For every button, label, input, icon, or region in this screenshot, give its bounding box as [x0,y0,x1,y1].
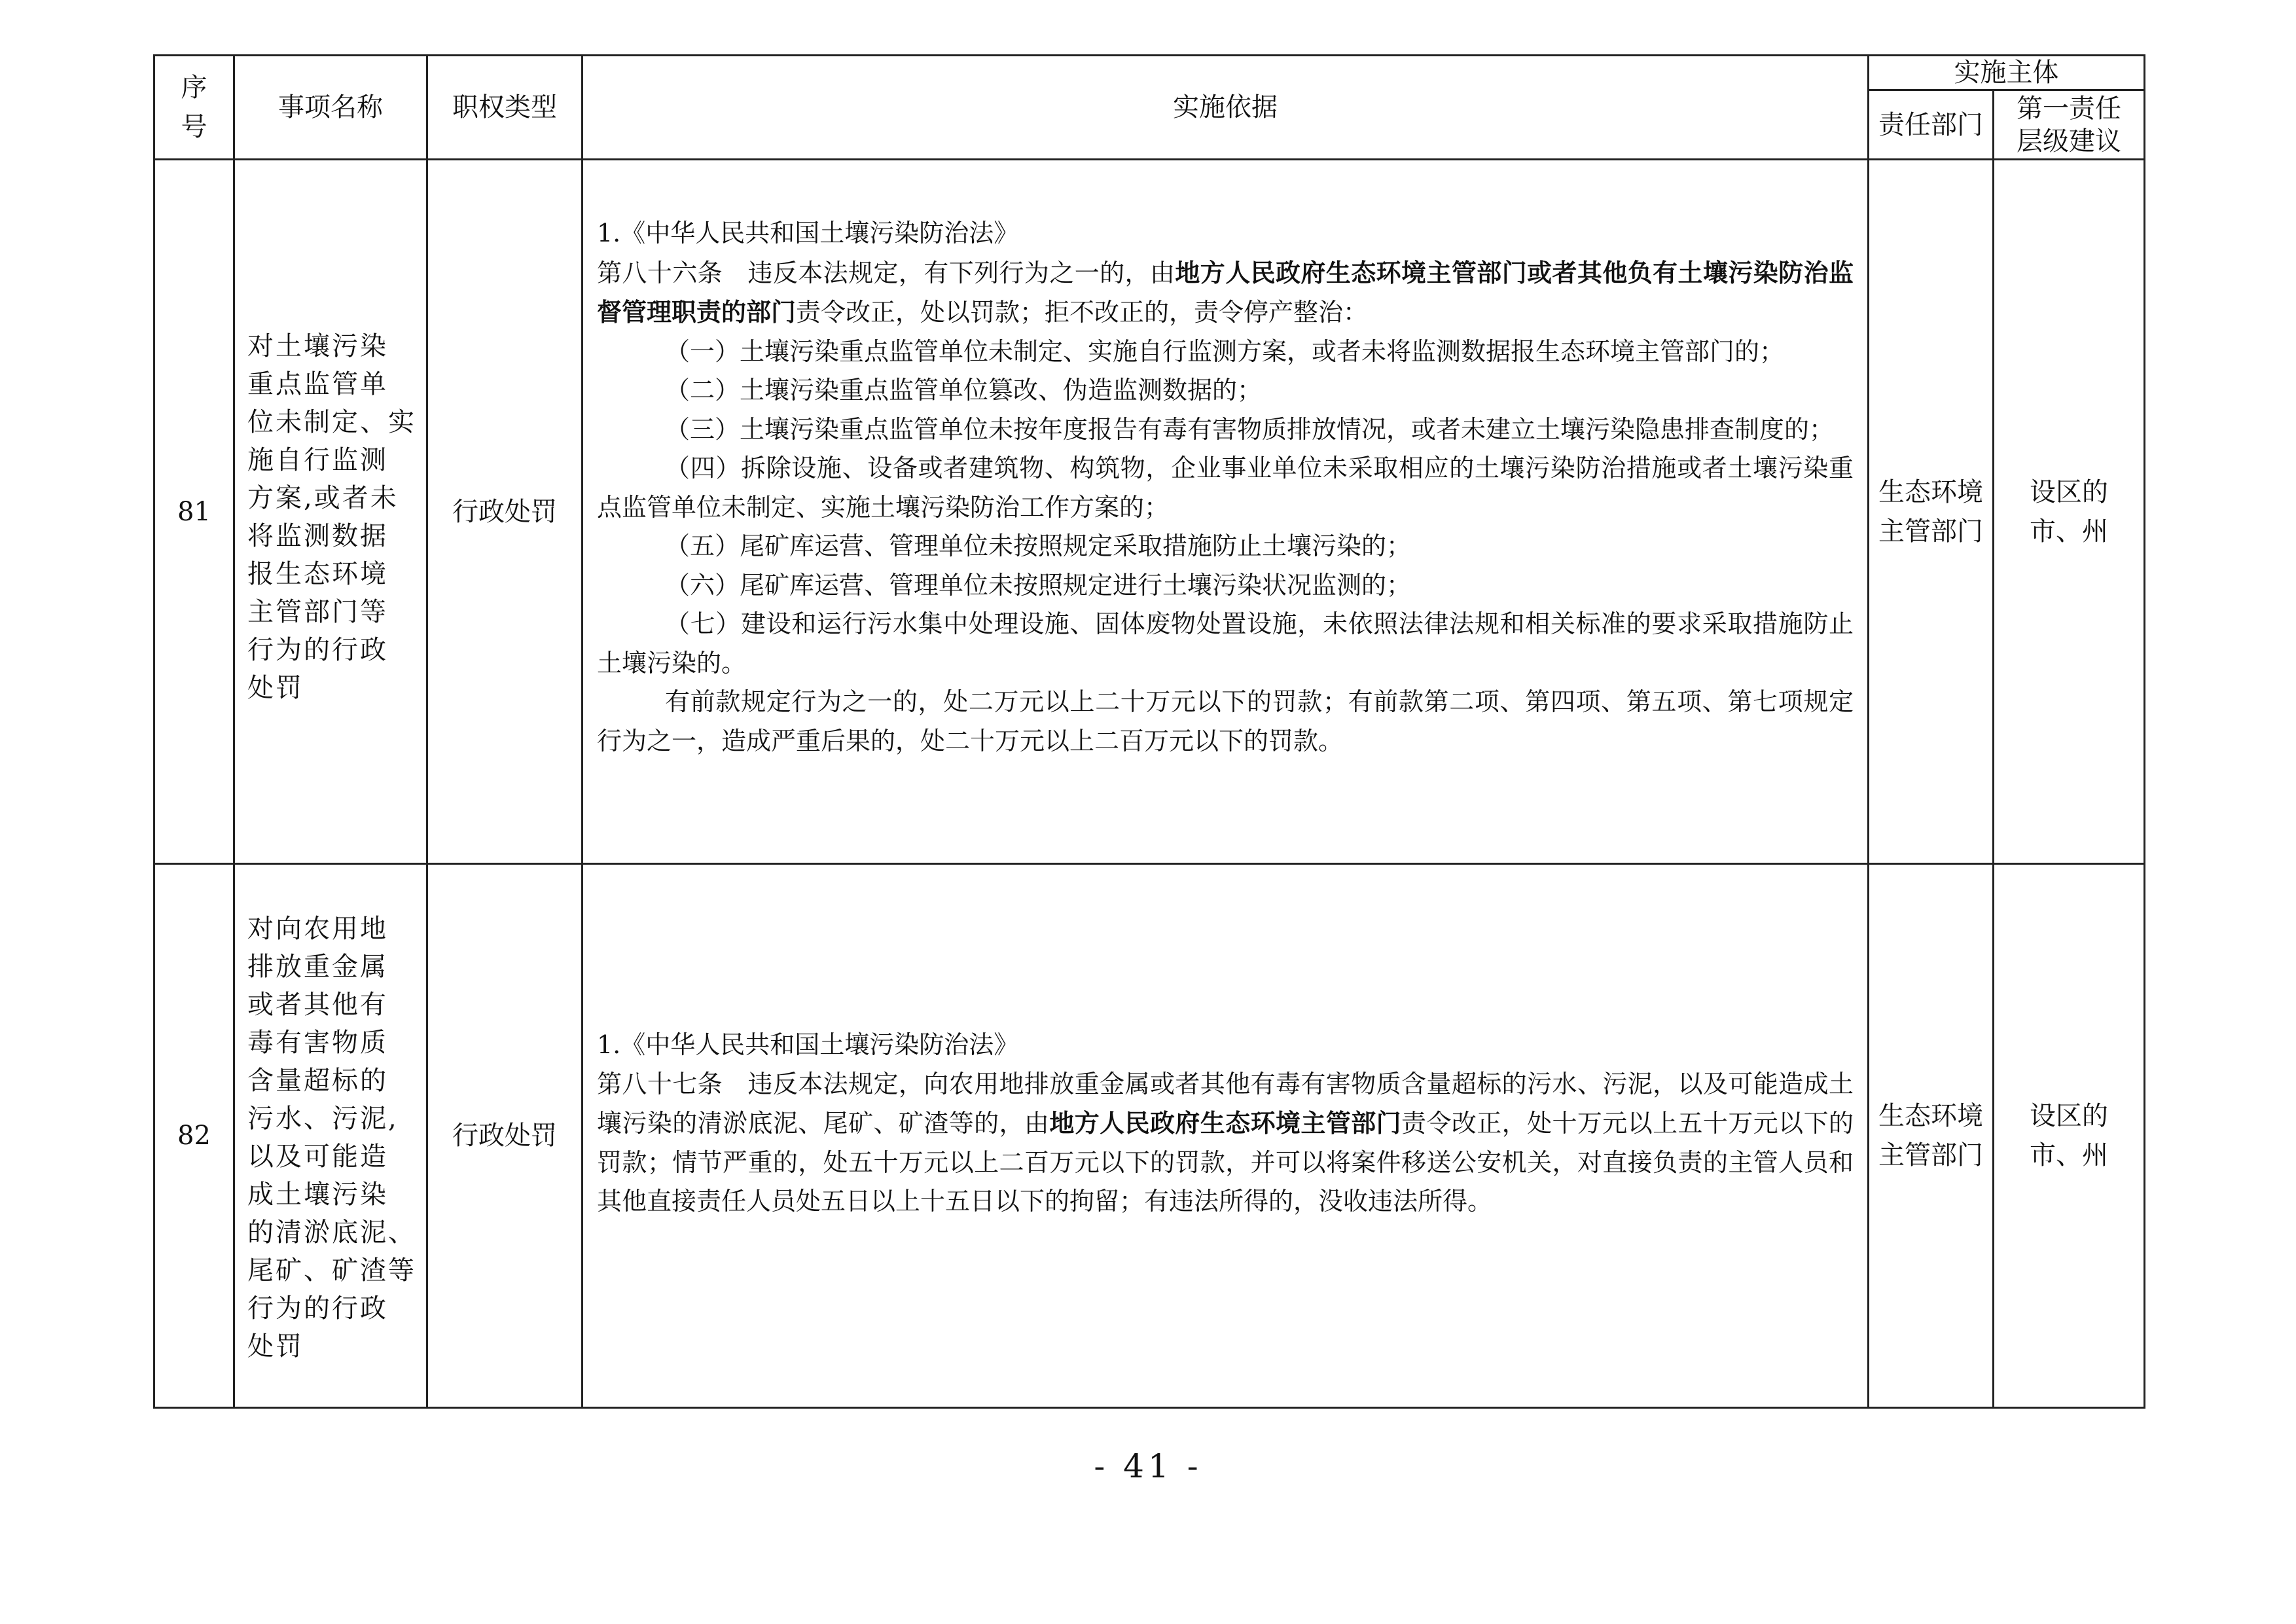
row-81-basis-item: （六）尾矿库运营、管理单位未按照规定进行土壤污染状况监测的； [665,570,1412,600]
row-81-seq: 81 [177,496,211,527]
row-81-basis-closing: 有前款规定行为之一的，处二万元以上二十万元以下的罚款；有前款第二项、第四项、第五项、第七项规定行为之一，造成严重后果的，处二十万元以上二百万元以下的罚款。 [597,687,1854,755]
table-bottom-border [153,1407,2145,1409]
header-item-name: 事项名称 [278,92,383,122]
row-81-basis [597,214,1854,761]
row-82-basis-article: 第八十七条 违反本法规定，向农用地排放重金属或者其他有毒有害物质含量超标的污水、污泥，以及可能造成土壤污染的清淤底泥、尾矿、矿渣等的，由地方人民政府生态环境主管部门责令改正，处十万元以上五十万元以下的罚款；情节严重的，处五十万元以上二百万元以下的罚款，并可以将案件移送公安机关，对直接负责的主管人员和其他直接责任人员处五日以上十五日以下的拘留；有违法所得的，没收违法所得。 [597,1069,1854,1216]
header-dept: 责任部门 [1878,109,1983,140]
row-82-authority-type: 行政处罚 [452,1121,557,1151]
row-81-basis-item: （七）建设和运行污水集中处理设施、固体废物处置设施，未依照法律法规和相关标准的要求采取措施防止土壤污染的。 [597,609,1854,677]
table-right-border [2144,54,2145,1409]
header-subject: 实施主体 [1954,58,2059,88]
col-divider-name [233,54,235,1409]
row-81-item-name: 对土壤污染 重点监管单 位未制定、实 施自行监测 方案,或者未 将监测数据 报生态环境 主管部门等 行为的行政 处罚 [247,331,416,703]
row-81-basis-title: 1.《中华人民共和国土壤污染防治法》 [597,219,1019,247]
row-81-basis-item: （三）土壤污染重点监管单位未按年度报告有毒有害物质排放情况，或者未建立土壤污染隐患排查制度的； [665,414,1835,444]
row-81-authority-type: 行政处罚 [452,496,557,527]
row-81-basis-item: （一）土壤污染重点监管单位未制定、实施自行监测方案，或者未将监测数据报生态环境主管部门的； [665,336,1785,366]
row-82-dept: 生态环境 主管部门 [1878,1101,1983,1170]
col-divider-basis [581,54,583,1409]
row-82-basis-title: 1.《中华人民共和国土壤污染防治法》 [597,1030,1019,1059]
row-81-basis-item: （五）尾矿库运营、管理单位未按照规定采取措施防止土壤污染的； [665,532,1412,560]
row-81-basis-item: （四）拆除设施、设备或者建筑物、构筑物，企业事业单位未采取相应的土壤污染防治措施或者土壤污染重点监管单位未制定、实施土壤污染防治工作方案的； [597,454,1854,522]
row-82-basis [597,1026,1854,1221]
row-81-level: 设区的 市、州 [2030,477,2108,547]
header-basis: 实施依据 [1173,92,1278,122]
row-82-seq: 82 [177,1121,211,1151]
page-number: - 41 - [1094,1447,1202,1485]
row-81-dept: 生态环境 主管部门 [1878,477,1983,547]
row-82-level: 设区的 市、州 [2030,1101,2108,1170]
row-82-item-name: 对向农用地 排放重金属 或者其他有 毒有害物质 含量超标的 污水、污泥, 以及可能造 成土壤污染 的清淤底泥、 尾矿、矿渣等 行为的行政 处罚 [247,914,416,1362]
header-level: 第一责任 层级建议 [2017,93,2121,156]
row-81-basis-item: （二）土壤污染重点监管单位篡改、伪造监测数据的； [665,376,1263,405]
row-81-basis-article: 第八十六条 违反本法规定，有下列行为之一的，由地方人民政府生态环境主管部门或者其他负有土壤污染防治监督管理职责的部门责令改正，处以罚款；拒不改正的，责令停产整治： [597,257,1854,327]
header-authority-type: 职权类型 [452,92,557,122]
header-seq: 序 号 [181,73,207,142]
